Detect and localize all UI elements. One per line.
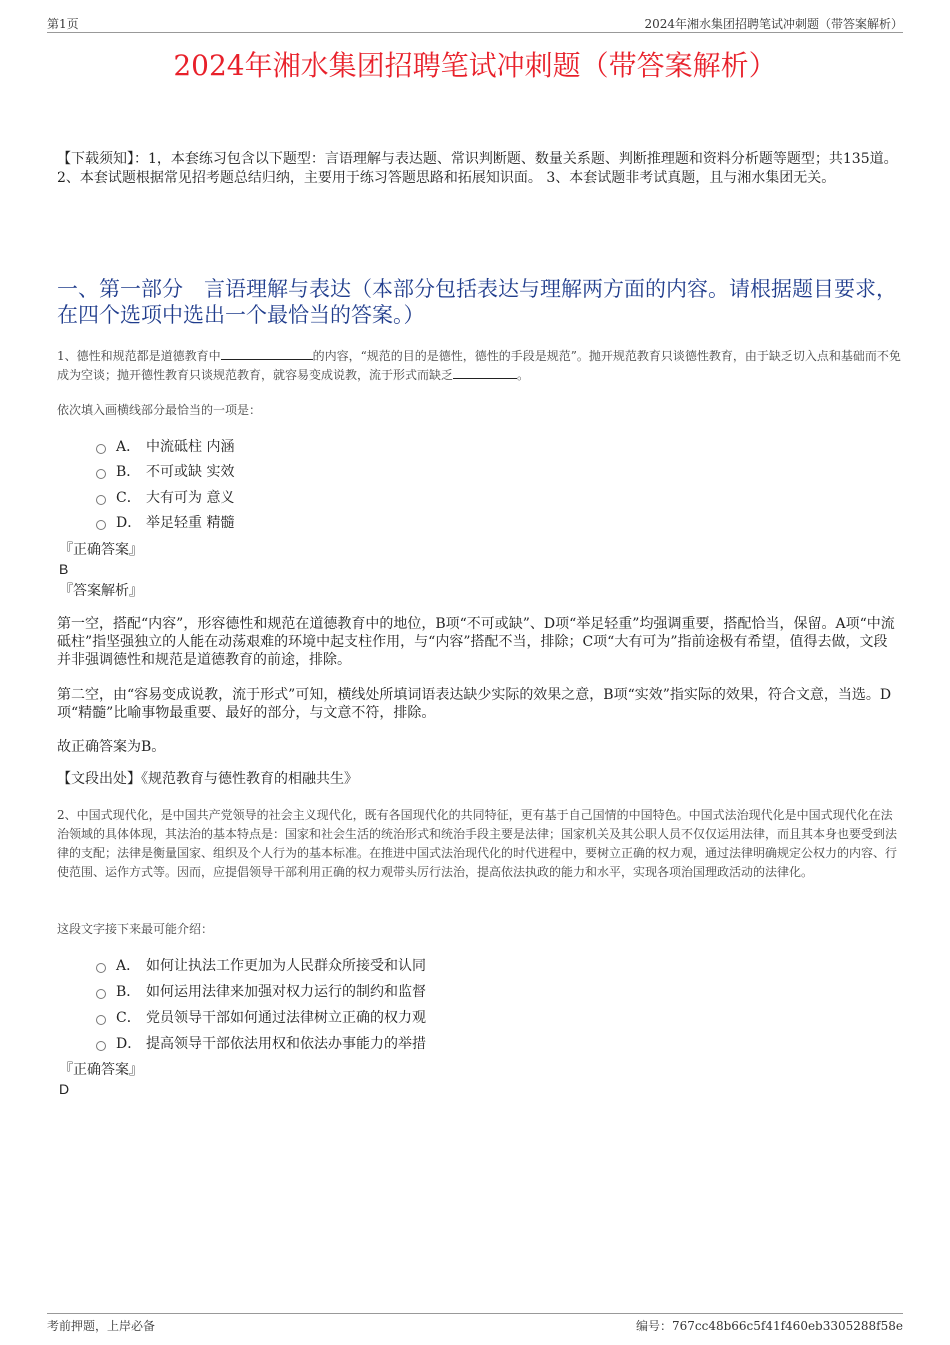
- q1-stem-part3: 。: [517, 368, 530, 382]
- option-text: 党员领导干部如何通过法律树立正确的权力观: [146, 1010, 426, 1026]
- q1-option-c[interactable]: [96, 487, 234, 507]
- q1-stem-part2: 的内容，“规范的目的是德性，德性的手段是规范”。抛开规范教育只谈德性教育，由于缺乏切入点和基础而不免成为空谈；抛开德性教育只谈规范教育，就容易变成说教，流于形式而缺乏: [57, 349, 901, 382]
- radio-icon[interactable]: [96, 1041, 106, 1051]
- page-number: 第1页: [47, 17, 79, 31]
- q1-option-d[interactable]: [96, 512, 234, 532]
- option-text: 如何运用法律来加强对权力运行的制约和监督: [146, 984, 426, 1000]
- option-letter: B．: [116, 984, 141, 1000]
- option-letter: D．: [116, 515, 142, 531]
- option-letter: C．: [116, 490, 141, 506]
- radio-icon[interactable]: [96, 495, 106, 505]
- q1-source: 【文段出处】《规范教育与德性教育的相融共生》: [57, 771, 358, 787]
- q2-correct-label: 『正确答案』: [59, 1062, 143, 1078]
- radio-icon[interactable]: [96, 520, 106, 530]
- radio-icon[interactable]: [96, 989, 106, 999]
- q2-prompt: 这段文字接下来最可能介绍：: [57, 922, 214, 936]
- q1-blank-1: [221, 347, 313, 360]
- option-letter: B．: [116, 464, 141, 480]
- q1-stem-part1: 1、德性和规范都是道德教育中: [57, 349, 221, 363]
- option-text: 不可或缺 实效: [146, 464, 235, 480]
- q1-option-b[interactable]: [96, 461, 234, 481]
- footer-divider: [47, 1313, 903, 1314]
- header-divider: [47, 32, 903, 33]
- q1-prompt: 依次填入画横线部分最恰当的一项是：: [57, 403, 262, 417]
- option-text: 举足轻重 精髓: [146, 515, 235, 531]
- q1-correct-answer: B: [59, 561, 69, 577]
- option-letter: C．: [116, 1010, 141, 1026]
- q2-option-a[interactable]: [96, 955, 426, 975]
- question-2-stem: 2、中国式现代化，是中国共产党领导的社会主义现代化，既有各国现代化的共同特征，更有基于自己国情的中国特色。中国式法治现代化是中国式现代化在法治领域的具体体现，其法治的基本特点是：国家和社会生活的统治形式和统治手段主要是法律；国家机关及其公职人员不仅仅运用法律，而且其本身也要受到法律的支配；法律是衡量国家、组织及个人行为的基本标准。在推进中国式法治现代化的时代进程中，要树立正确的权力观，通过法律明确规定公权力的内容、行使范围、运作方式等。因而，应提倡领导干部利用正确的权力观带头厉行法治，提高依法执政的能力和水平，实现各项治国理政活动的法律化。: [57, 808, 898, 879]
- radio-icon[interactable]: [96, 963, 106, 973]
- option-text: 大有可为 意义: [146, 490, 235, 506]
- radio-icon[interactable]: [96, 469, 106, 479]
- header-doc-title: 2024年湘水集团招聘笔试冲刺题（带答案解析）: [644, 17, 903, 31]
- q1-correct-label: 『正确答案』: [59, 542, 143, 558]
- radio-icon[interactable]: [96, 444, 106, 454]
- q1-analysis-label: 『答案解析』: [59, 583, 143, 599]
- option-text: 如何让执法工作更加为人民群众所接受和认同: [146, 958, 426, 974]
- radio-icon[interactable]: [96, 1015, 106, 1025]
- footer-serial: 编号：767cc48b66c5f41f460eb3305288f58e: [635, 1319, 903, 1333]
- q1-blank-2: [453, 366, 517, 379]
- download-notice: 【下载须知】：1，本套练习包含以下题型：言语理解与表达题、常识判断题、数量关系题、判断推理题和资料分析题等题型；共135道。 2、本套试题根据常见招考题总结归纳，主要用于练习答题思路和拓展知识面。 3、本套试题非考试真题，且与湘水集团无关。: [57, 151, 898, 186]
- option-letter: A．: [116, 958, 141, 974]
- q1-analysis-para-2: 第二空，由“容易变成说教，流于形式”可知，横线处所填词语表达缺少实际的效果之意，B项“实效”指实际的效果，符合文意，当选。D项“精髓”比喻事物最重要、最好的部分，与文意不符，排除。: [57, 687, 892, 721]
- page-title: 2024年湘水集团招聘笔试冲刺题（带答案解析）: [173, 49, 777, 82]
- q2-option-c[interactable]: [96, 1007, 426, 1027]
- option-text: 提高领导干部依法用权和依法办事能力的举措: [146, 1036, 426, 1052]
- option-text: 中流砥柱 内涵: [146, 439, 235, 455]
- q2-option-d[interactable]: [96, 1033, 426, 1053]
- q2-option-b[interactable]: [96, 981, 426, 1001]
- option-letter: D．: [116, 1036, 142, 1052]
- question-1-stem: [57, 347, 902, 385]
- q1-option-a[interactable]: [96, 436, 234, 456]
- q2-correct-answer: D: [59, 1081, 70, 1097]
- footer-slogan: 考前押题，上岸必备: [47, 1319, 156, 1333]
- q1-analysis-para-3: 故正确答案为B。: [57, 739, 166, 755]
- section-title: 一、第一部分 言语理解与表达（本部分包括表达与理解两方面的内容。请根据题目要求，在四个选项中选出一个最恰当的答案。）: [57, 277, 897, 327]
- q1-analysis-para-1: 第一空，搭配“内容”，形容德性和规范在道德教育中的地位，B项“不可或缺”、D项“举足轻重”均强调重要，搭配恰当，保留。A项“中流砥柱”指坚强独立的人能在动荡艰难的环境中起支柱作用，与“内容”搭配不当，排除；C项“大有可为”指前途极有希望，值得去做，文段并非强调德性和规范是道德教育的前途，排除。: [57, 616, 895, 668]
- option-letter: A．: [116, 439, 141, 455]
